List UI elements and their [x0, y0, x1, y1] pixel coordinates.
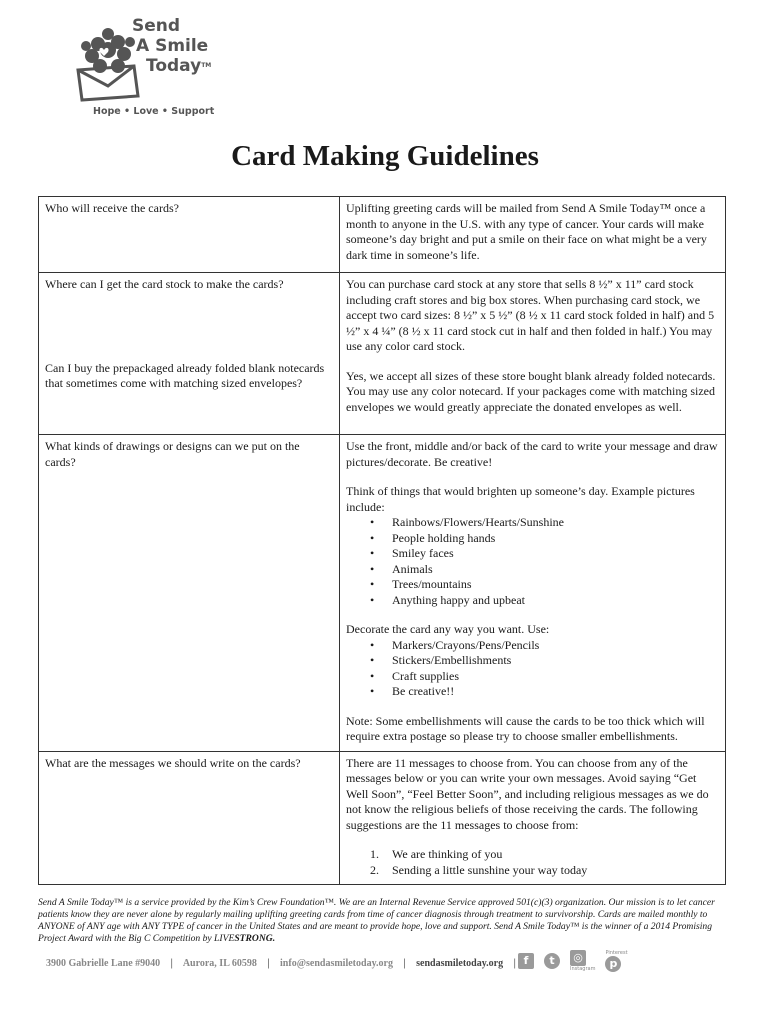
list-item: • Animals: [392, 562, 719, 578]
table-row: [39, 273, 726, 435]
email-link[interactable]: info@sendasmiletoday.org: [280, 958, 393, 969]
question-cell: Where can I get the card stock to make the cards? Can I buy the prepackaged already folded blank notecards that sometimes come with matching sized envelopes?: [39, 273, 340, 435]
list-item: • Craft supplies: [392, 669, 719, 685]
list-item: • Stickers/Embellishments: [392, 653, 719, 669]
messages-list: [346, 847, 719, 878]
mission-statement: Send A Smile Today™ is a service provided by the Kim’s Crew Foundation™. We are an Internal Revenue Service approved 501(c)(3) organization. Our mission is to let cancer patients know they are never alone by regularly mailing uplifting greeting cards from time of cancer diagnosis through treatment to survivorship. Cards are mailed monthly to ANYONE of ANY age with ANY TYPE of cancer in the United States and are meant to provide hope, love and support. Send A Smile Today™ is the winner of a 2014 Promising Project Award with the Big C Competition by LIVESTRONG.: [38, 897, 715, 944]
brand-name: Send A Smile Today™: [132, 16, 212, 76]
page-title: Card Making Guidelines: [231, 140, 539, 172]
answer-cell: Uplifting greeting cards will be mailed from Send A Smile Today™ once a month to anyone in the U.S. with any type of cancer. Your cards will make someone’s day bright and put a smile on their face on what might be a very dark time in someone’s life.: [340, 197, 726, 273]
twitter-icon[interactable]: t: [544, 953, 560, 969]
answer-cell: Use the front, middle and/or back of the card to write your message and draw pictures/decorate. Be creative! Think of things that would brighten up someone’s day. Example pictures include: • Rainbows/Flowers/Hearts/Sunshine • People holding hands • Smiley faces • Animals • Trees/mountains • Anything happy and upbeat Decorate the card any way you want. Use: • Markers/Crayons/Pens/Pencils • Stickers/Embellishments • Craft supplies • Be creative!! Note: Some embellishments will cause the cards to be too thick which will require extra postage so please try to choose smaller embellishments.: [340, 435, 726, 752]
table-row: [39, 197, 726, 273]
question-cell: What are the messages we should write on the cards?: [39, 751, 340, 885]
supplies-list: [346, 638, 719, 700]
city: Aurora, IL 60598: [182, 958, 257, 969]
tagline: Hope • Love • Support: [93, 106, 215, 117]
answer-cell: There are 11 messages to choose from. You can choose from any of the messages below or you can write your own messages. Avoid saying “Get Well Soon”, “Feel Better Soon”, and including religious messages as we do not know the religious beliefs of those receiving the cards. The following suggestions are the 11 messages to choose from: 1. We are thinking of you 2. Sending a little sunshine your way today: [340, 751, 726, 885]
address: 3900 Gabrielle Lane #9040: [46, 958, 161, 969]
guidelines-table: [38, 196, 726, 885]
pinterest-icon[interactable]: p: [605, 956, 621, 972]
table-row: [39, 435, 726, 752]
instagram-icon[interactable]: ◎: [570, 950, 586, 966]
list-item: • Rainbows/Flowers/Hearts/Sunshine: [392, 515, 719, 531]
list-item: • Be creative!!: [392, 684, 719, 700]
list-item: 2. Sending a little sunshine your way today: [370, 862, 588, 877]
list-item: • People holding hands: [392, 531, 719, 547]
list-item: 1. We are thinking of you: [370, 847, 503, 861]
logo: [76, 12, 216, 122]
facebook-icon[interactable]: f: [518, 953, 534, 969]
example-pictures-list: [346, 515, 719, 608]
social-icons: f t ◎ Instagram Pinterest p: [518, 950, 628, 972]
contact-line: 3900 Gabrielle Lane #9040 | Aurora, IL 60598 | info@sendasmiletoday.org | sendasmiletoday.org |: [46, 958, 516, 969]
answer-cell: You can purchase card stock at any store that sells 8 ½” x 11” card stock including craft stores and big box stores. When purchasing card stock, we accept two card sizes: 8 ½” x 5 ½” (8 ½ x 11 card stock folded in half) and 5 ½” x 4 ¼” (8 ½ x 11 card stock cut in half and then folded in half.) You may use any color card stock. Yes, we accept all sizes of these store bought blank already folded notecards. You may use any color notecard. If your packages come with matching sized envelopes we would greatly appreciate the donated envelopes as well.: [340, 273, 726, 435]
question-cell: What kinds of drawings or designs can we put on the cards?: [39, 435, 340, 752]
table-row: [39, 751, 726, 885]
list-item: • Trees/mountains: [392, 577, 719, 593]
list-item: • Anything happy and upbeat: [392, 593, 719, 609]
list-item: • Smiley faces: [392, 546, 719, 562]
question-cell: Who will receive the cards?: [39, 197, 340, 273]
website-link[interactable]: sendasmiletoday.org: [416, 958, 504, 969]
list-item: • Markers/Crayons/Pens/Pencils: [392, 638, 719, 654]
